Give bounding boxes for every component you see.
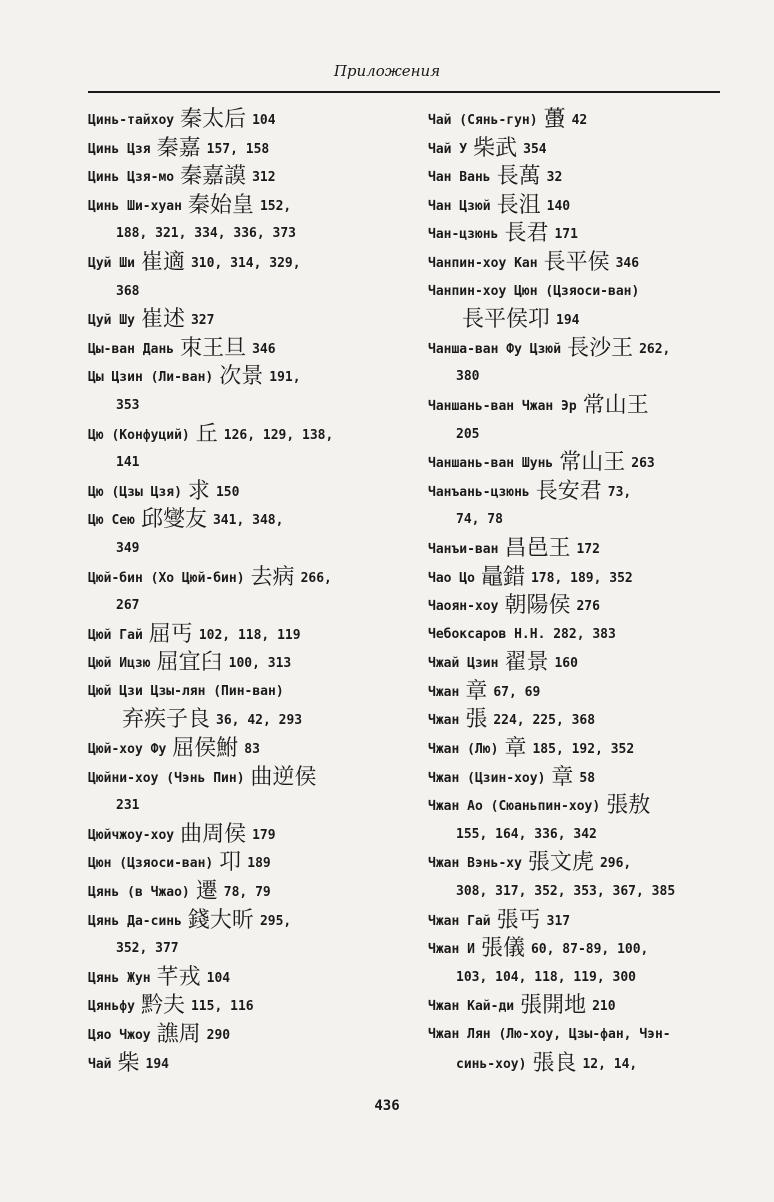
entry-chinese: 秦嘉謨 xyxy=(180,164,247,190)
entry-chinese: 常山王 xyxy=(559,450,626,476)
entry-pages: 157, 158 xyxy=(206,141,270,157)
entry-name: Чжан И xyxy=(428,942,475,958)
index-entry xyxy=(428,249,728,278)
index-entry xyxy=(88,363,408,392)
index-entry xyxy=(88,764,408,793)
entry-pages: 354 xyxy=(523,141,547,157)
entry-name: Чебоксаров Н.Н. 282, 383 xyxy=(428,626,616,642)
entry-chinese: 秦嘉 xyxy=(156,135,201,161)
entry-pages: 317 xyxy=(546,913,571,929)
entry-pages: 32 xyxy=(546,170,563,186)
entry-name: Чаншань-ван Чжан Эр xyxy=(428,398,577,414)
entry-name: 368 xyxy=(116,283,140,299)
entry-pages: 73, xyxy=(607,484,632,500)
entry-name: 353 xyxy=(116,397,140,413)
entry-name: Цюй-бин (Хо Цюй-бин) xyxy=(88,570,245,586)
entry-pages: 341, 348, xyxy=(212,513,284,529)
index-entry xyxy=(88,935,408,964)
entry-name: Чжан Лян (Лю-хоу, Цзы-фан, Чэн- xyxy=(428,1027,671,1042)
entry-chinese: 朝陽侯 xyxy=(504,593,571,619)
index-entry xyxy=(428,163,728,192)
entry-name: Цянь Жун xyxy=(88,970,151,986)
index-entry xyxy=(428,106,728,135)
entry-chinese: 長沮 xyxy=(496,192,541,218)
entry-chinese: 張敖 xyxy=(606,793,651,819)
index-entry xyxy=(428,621,728,650)
entry-name: Чжан (Лю) xyxy=(428,742,499,758)
entry-name: Чжан Ао (Сюаньпин-хоу) xyxy=(428,799,601,815)
index-entry xyxy=(88,478,408,507)
entry-pages: 210 xyxy=(592,999,616,1015)
entry-name: Цянь Да-синь xyxy=(88,913,182,929)
entry-pages: 115, 116 xyxy=(190,999,254,1015)
entry-pages: 58 xyxy=(579,770,596,786)
entry-pages: 83 xyxy=(244,742,260,758)
entry-name: Чжан Вэнь-ху xyxy=(428,856,522,872)
entry-name: Чжай Цзин xyxy=(428,656,499,672)
entry-chinese: 求 xyxy=(187,478,210,504)
entry-pages: 160 xyxy=(554,656,578,672)
entry-name: Цю (Цзы Цзя) xyxy=(88,484,182,500)
entry-name: Цяньфу xyxy=(88,999,135,1015)
index-entry xyxy=(428,935,728,964)
entry-chinese: 張開地 xyxy=(520,993,587,1019)
index-entry xyxy=(88,163,408,192)
entry-name: Цянь (в Чжао) xyxy=(88,885,190,901)
entry-name: 380 xyxy=(456,369,480,385)
entry-chinese: 張 xyxy=(465,707,488,733)
entry-chinese: 長沙王 xyxy=(567,335,634,361)
entry-pages: 126, 129, 138, xyxy=(223,427,334,443)
index-entry xyxy=(88,964,408,993)
entry-pages: 266, xyxy=(300,570,332,586)
index-entry xyxy=(428,706,728,735)
index-entry xyxy=(88,1021,408,1050)
entry-pages: 262, xyxy=(639,341,671,357)
entry-pages: 67, 69 xyxy=(493,684,541,700)
index-entry xyxy=(88,449,408,478)
entry-chinese: 去病 xyxy=(250,564,295,590)
entry-name: Чанпин-хоу Цюн (Цзяоси-ван) xyxy=(428,283,640,299)
entry-chinese: 長平侯卭 xyxy=(462,307,551,333)
entry-chinese: 長平侯 xyxy=(543,249,610,275)
index-entry xyxy=(88,421,408,450)
entry-name: Чжан xyxy=(428,684,460,700)
entry-name: Цуй Шу xyxy=(88,313,135,329)
entry-pages: 104 xyxy=(206,970,231,986)
entry-chinese: 屈宜臼 xyxy=(156,650,223,676)
index-entry xyxy=(88,535,408,564)
index-entry xyxy=(88,706,408,735)
index-entry xyxy=(428,392,728,421)
entry-chinese: 柴 xyxy=(117,1050,140,1076)
entry-name: Цинь Ши-хуан xyxy=(88,198,182,214)
index-entry xyxy=(88,1050,408,1079)
index-entry xyxy=(428,678,728,707)
index-entry xyxy=(88,678,408,707)
page-number: 436 xyxy=(374,1098,400,1114)
index-entry xyxy=(428,992,728,1021)
index-entry xyxy=(88,821,408,850)
entry-pages: 327 xyxy=(190,313,215,329)
entry-name: Чаоян-хоу xyxy=(428,599,499,615)
index-column-left xyxy=(88,106,408,1078)
entry-pages: 78, 79 xyxy=(223,885,271,901)
index-entry xyxy=(88,135,408,164)
index-entry xyxy=(88,192,408,221)
index-entry xyxy=(428,1021,728,1050)
page-header-title: Приложения xyxy=(333,62,441,80)
entry-pages: 346 xyxy=(252,341,276,357)
entry-name: Чанъань-цзюнь xyxy=(428,484,530,500)
entry-pages: 152, xyxy=(259,198,292,214)
entry-pages: 102, 118, 119 xyxy=(198,627,301,643)
entry-chinese: 張文虎 xyxy=(527,850,594,876)
entry-chinese: 崔適 xyxy=(140,249,185,275)
index-entry xyxy=(88,106,408,135)
index-entry xyxy=(428,192,728,221)
entry-pages: 36, 42, 293 xyxy=(216,713,303,729)
index-entry xyxy=(88,392,408,421)
entry-chinese: 朿王旦 xyxy=(180,335,247,361)
entry-name: 205 xyxy=(456,426,480,442)
entry-pages: 172 xyxy=(576,541,600,557)
entry-name: Чжан Гай xyxy=(428,913,491,929)
index-entry xyxy=(88,792,408,821)
entry-pages: 42 xyxy=(571,113,588,128)
index-entry xyxy=(88,249,408,278)
entry-chinese: 遷 xyxy=(195,879,218,905)
index-entry xyxy=(428,478,728,507)
entry-name: Чан-цзюнь xyxy=(428,227,499,243)
index-entry xyxy=(428,964,728,993)
entry-name: 352, 377 xyxy=(116,941,179,957)
entry-chinese: 常山王 xyxy=(582,392,649,418)
entry-name: Цю (Конфуций) xyxy=(88,427,190,443)
entry-pages: 185, 192, 352 xyxy=(532,742,635,758)
index-entry xyxy=(428,735,728,764)
entry-name: 349 xyxy=(116,540,140,556)
index-entry xyxy=(428,278,728,307)
entry-pages: 12, 14, xyxy=(582,1056,638,1072)
entry-pages: 171 xyxy=(554,227,578,243)
entry-pages: 310, 314, 329, xyxy=(190,255,301,271)
entry-name: Цы Цзин (Ли-ван) xyxy=(88,370,214,386)
index-entry xyxy=(428,649,728,678)
entry-name: Цюйни-хоу (Чэнь Пин) xyxy=(88,770,245,786)
entry-chinese: 錢大昕 xyxy=(187,907,254,933)
entry-chinese: 弃疾子良 xyxy=(122,707,211,733)
entry-chinese: 秦太后 xyxy=(180,107,247,132)
entry-chinese: 章 xyxy=(504,736,527,762)
index-entry xyxy=(428,135,728,164)
index-entry xyxy=(88,621,408,650)
entry-name: Цинь-тайхоу xyxy=(88,113,175,128)
index-entry xyxy=(428,792,728,821)
entry-chinese: 昌邑王 xyxy=(504,535,571,561)
entry-name: Чанша-ван Фу Цзюй xyxy=(428,341,562,357)
entry-pages: 224, 225, 368 xyxy=(493,713,596,729)
header-rule xyxy=(88,91,720,93)
index-entry xyxy=(428,592,728,621)
entry-pages: 60, 87-89, 100, xyxy=(530,942,649,958)
entry-pages: 100, 313 xyxy=(228,656,292,672)
entry-chinese: 張儀 xyxy=(480,936,525,962)
index-column-right xyxy=(428,106,728,1078)
index-entry xyxy=(428,564,728,593)
entry-pages: 191, xyxy=(269,370,301,386)
entry-chinese: 次景 xyxy=(219,364,264,390)
entry-name: Чаншань-ван Шунь xyxy=(428,456,554,472)
index-entry xyxy=(428,535,728,564)
entry-chinese: 曲逆侯 xyxy=(250,764,317,790)
entry-pages: 140 xyxy=(546,198,571,214)
entry-pages: 290 xyxy=(206,1028,231,1043)
index-entry xyxy=(428,421,728,450)
index-entry xyxy=(428,1050,728,1079)
entry-chinese: 長安君 xyxy=(535,478,602,504)
index-entry xyxy=(88,564,408,593)
index-entry xyxy=(428,821,728,850)
entry-chinese: 秦始皇 xyxy=(187,192,254,218)
entry-pages: 296, xyxy=(599,856,632,872)
entry-name: Цю Сею xyxy=(88,513,135,529)
entry-chinese: 邱燮友 xyxy=(140,507,207,533)
entry-chinese: 卭 xyxy=(219,850,242,876)
entry-chinese: 屈侯鮒 xyxy=(172,736,239,762)
entry-chinese: 章 xyxy=(465,678,488,704)
entry-name: 141 xyxy=(116,455,140,471)
entry-name: Цюн (Цзяоси-ван) xyxy=(88,856,214,872)
index-entry xyxy=(88,335,408,364)
index-entry xyxy=(428,764,728,793)
entry-chinese: 鼂錯 xyxy=(480,564,525,590)
index-entry xyxy=(428,878,728,907)
entry-name: 155, 164, 336, 342 xyxy=(456,826,597,842)
entry-name: Чан Цзюй xyxy=(428,198,491,214)
index-entry xyxy=(88,220,408,249)
entry-name: синь-хоу) xyxy=(456,1056,527,1072)
entry-chinese: 譙周 xyxy=(156,1022,201,1047)
entry-name: Чанпин-хоу Кан xyxy=(428,255,538,271)
index-entry xyxy=(88,878,408,907)
index-entry xyxy=(428,220,728,249)
entry-name: Цюй Гай xyxy=(88,627,143,643)
entry-name: Чжан (Цзин-хоу) xyxy=(428,770,546,786)
entry-name: Цуй Ши xyxy=(88,255,135,271)
index-entry xyxy=(88,735,408,764)
entry-pages: 194 xyxy=(145,1056,169,1072)
entry-name: Чай (Сянь-гун) xyxy=(428,113,538,128)
index-entry xyxy=(428,335,728,364)
entry-chinese: 長君 xyxy=(504,221,549,247)
entry-name: 231 xyxy=(116,798,140,814)
entry-pages: 104 xyxy=(252,113,276,128)
entry-chinese: 張良 xyxy=(532,1050,577,1076)
entry-name: Цюй-хоу Фу xyxy=(88,742,167,758)
entry-chinese: 黔夫 xyxy=(140,993,185,1019)
index-entry xyxy=(88,907,408,936)
entry-pages: 346 xyxy=(615,255,640,271)
entry-chinese: 屈丐 xyxy=(148,621,193,647)
index-entry xyxy=(88,649,408,678)
index-entry xyxy=(428,449,728,478)
entry-chinese: 章 xyxy=(551,764,574,790)
entry-pages: 312 xyxy=(252,170,276,186)
entry-name: 103, 104, 118, 119, 300 xyxy=(456,969,637,985)
entry-pages: 295, xyxy=(259,913,292,929)
index-entry xyxy=(88,992,408,1021)
index-entry xyxy=(88,592,408,621)
entry-name: Цяо Чжоу xyxy=(88,1028,151,1043)
entry-name: Цюй Ицзю xyxy=(88,656,151,672)
entry-name: 267 xyxy=(116,598,140,614)
entry-name: Чжан xyxy=(428,713,460,729)
entry-name: Цинь Цзя-мо xyxy=(88,170,175,186)
entry-chinese: 丘 xyxy=(195,421,218,447)
entry-name: Цюйчжоу-хоу xyxy=(88,827,175,843)
entry-name: Чай xyxy=(88,1056,112,1072)
entry-pages: 179 xyxy=(252,827,276,843)
entry-name: Чанъи-ван xyxy=(428,541,499,557)
entry-chinese: 蠆 xyxy=(543,107,566,132)
index-entry xyxy=(428,849,728,878)
entry-name: Цы-ван Дань xyxy=(88,341,175,357)
index-entry xyxy=(88,306,408,335)
entry-pages: 189 xyxy=(247,856,271,872)
entry-name: Чао Цо xyxy=(428,570,475,586)
index-entry xyxy=(428,506,728,535)
index-entry xyxy=(428,306,728,335)
entry-pages: 263 xyxy=(631,456,655,472)
entry-name: Чан Вань xyxy=(428,170,491,186)
entry-chinese: 柴武 xyxy=(473,135,518,161)
entry-name: 74, 78 xyxy=(456,512,503,528)
entry-pages: 150 xyxy=(215,484,240,500)
entry-chinese: 張丐 xyxy=(496,907,541,933)
index-entry xyxy=(428,363,728,392)
entry-name: 188, 321, 334, 336, 373 xyxy=(116,226,297,242)
entry-chinese: 長萬 xyxy=(496,164,541,190)
entry-pages: 178, 189, 352 xyxy=(530,570,633,586)
entry-chinese: 曲周侯 xyxy=(180,821,247,847)
entry-name: Чай У xyxy=(428,141,468,157)
entry-pages: 276 xyxy=(576,599,600,615)
index-entry xyxy=(88,849,408,878)
index-entry xyxy=(428,907,728,936)
entry-name: Чжан Кай-ди xyxy=(428,999,515,1015)
index-entry xyxy=(88,506,408,535)
entry-chinese: 芊戎 xyxy=(156,964,201,990)
entry-name: 308, 317, 352, 353, 367, 385 xyxy=(456,884,676,900)
entry-chinese: 崔述 xyxy=(140,307,185,333)
index-entry xyxy=(88,278,408,307)
entry-name: Цинь Цзя xyxy=(88,141,151,157)
entry-name: Цюй Цзи Цзы-лян (Пин-ван) xyxy=(88,683,284,699)
entry-pages: 194 xyxy=(556,313,580,329)
entry-chinese: 翟景 xyxy=(504,650,549,676)
